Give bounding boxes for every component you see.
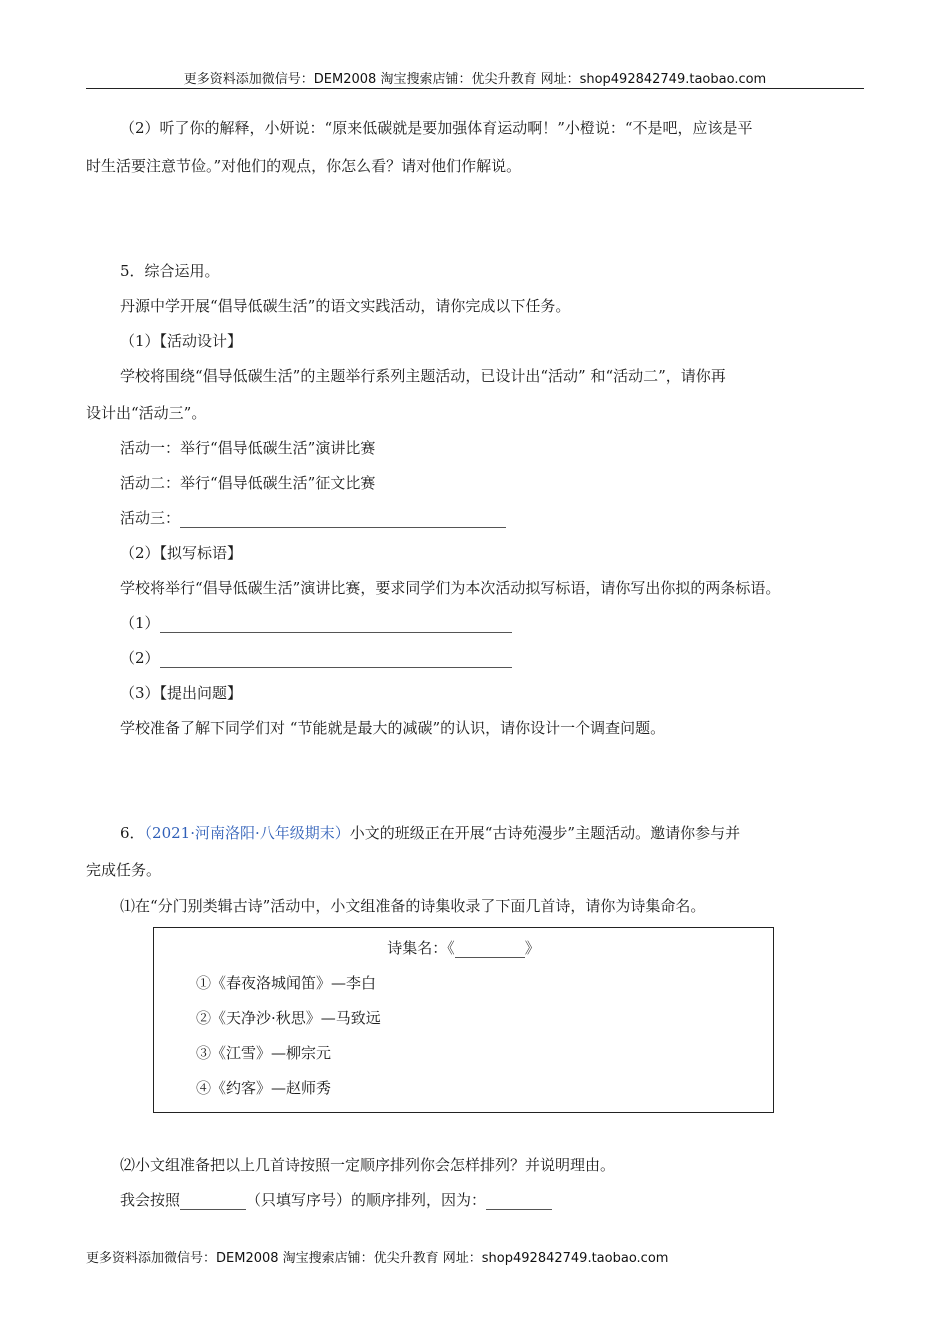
- poem-item: ②《天净沙·秋思》—马致远: [196, 1009, 381, 1027]
- q5-slogan2-row: [120, 648, 512, 668]
- q6-sub2: ⑵小文组准备把以上几首诗按照一定顺序排列你会怎样排列？并说明理由。: [120, 1156, 616, 1174]
- q5-activity1: 活动一：举行“倡导低碳生活”演讲比赛: [120, 439, 376, 457]
- q5-activity3-row: [120, 508, 506, 528]
- q5-slogan1-row: [120, 613, 512, 633]
- activity3-answer-blank[interactable]: [180, 513, 506, 528]
- q6-sub1: ⑴在“分门别类辑古诗”活动中，小文组准备的诗集收录了下面几首诗，请你为诗集命名。: [120, 897, 706, 915]
- q5-sub2-label: （2）【拟写标语】: [120, 544, 243, 562]
- q6-source: （2021·河南洛阳·八年级期末）: [144, 824, 350, 842]
- q6-answer-middle: （只填写序号）的顺序排列，因为：: [246, 1191, 487, 1209]
- q5-activity3-label: 活动三：: [120, 509, 181, 527]
- q5-sub1-label: （1）【活动设计】: [120, 332, 243, 350]
- poem-collection-close: 》: [524, 939, 540, 957]
- reason-answer-blank[interactable]: [486, 1195, 552, 1210]
- poem-item: ①《春夜洛城闻笛》—李白: [196, 974, 377, 992]
- q6-text-line2: 完成任务。: [86, 861, 162, 879]
- q6-text-line1: 小文的班级正在开展“古诗苑漫步”主题活动。邀请你参与并: [349, 824, 741, 842]
- q6-answer-prefix: 我会按照: [120, 1191, 181, 1209]
- q5-intro: 丹源中学开展“倡导低碳生活”的语文实践活动，请你完成以下任务。: [120, 297, 571, 315]
- q6-line1: [120, 823, 740, 843]
- q5-sub3-label: （3）【提出问题】: [120, 684, 243, 702]
- slogan1-answer-blank[interactable]: [160, 618, 512, 633]
- q4-part2-line1: （2）听了你的解释，小妍说：“原来低碳就是要加强体育运动啊！”小橙说：“不是吧，应该是平: [120, 119, 753, 137]
- page-header: 更多资料添加微信号：DEM2008 淘宝搜索店铺：优尖升教育 网址：shop492842749.taobao.com: [183, 72, 767, 87]
- poem-collection-title: [154, 938, 773, 958]
- q6-number: 6．: [120, 824, 145, 842]
- q4-part2-line2: 时生活要注意节俭。”对他们的观点，你怎么看？请对他们作解说。: [86, 157, 522, 175]
- q6-answer-row: [120, 1190, 552, 1210]
- poem-collection-name-blank[interactable]: [455, 943, 525, 958]
- poem-item: ③《江雪》—柳宗元: [196, 1044, 332, 1062]
- order-answer-blank[interactable]: [180, 1195, 246, 1210]
- poem-item: ④《约客》—赵师秀: [196, 1079, 332, 1097]
- q5-activity2: 活动二：举行“倡导低碳生活”征文比赛: [120, 474, 376, 492]
- header-divider: [86, 88, 864, 89]
- poem-collection-label: 诗集名：《: [387, 939, 455, 957]
- q5-sub2-text: 学校将举行“倡导低碳生活”演讲比赛，要求同学们为本次活动拟写标语，请你写出你拟的两条标语。: [120, 579, 781, 597]
- q5-title: 5．综合运用。: [120, 262, 220, 280]
- q5-sub1-text-line2: 设计出“活动三”。: [86, 404, 207, 422]
- q5-slogan2-label: （2）: [120, 649, 160, 667]
- q5-sub1-text-line1: 学校将围绕“倡导低碳生活”的主题举行系列主题活动，已设计出“活动” 和“活动二”，请你再: [120, 367, 726, 385]
- poem-collection-box: [153, 927, 774, 1113]
- q5-slogan1-label: （1）: [120, 614, 160, 632]
- q5-sub3-text: 学校准备了解下同学们对 “节能就是最大的减碳”的认识，请你设计一个调查问题。: [120, 719, 666, 737]
- slogan2-answer-blank[interactable]: [160, 653, 512, 668]
- page-footer: 更多资料添加微信号：DEM2008 淘宝搜索店铺：优尖升教育 网址：shop492842749.taobao.com: [86, 1251, 669, 1266]
